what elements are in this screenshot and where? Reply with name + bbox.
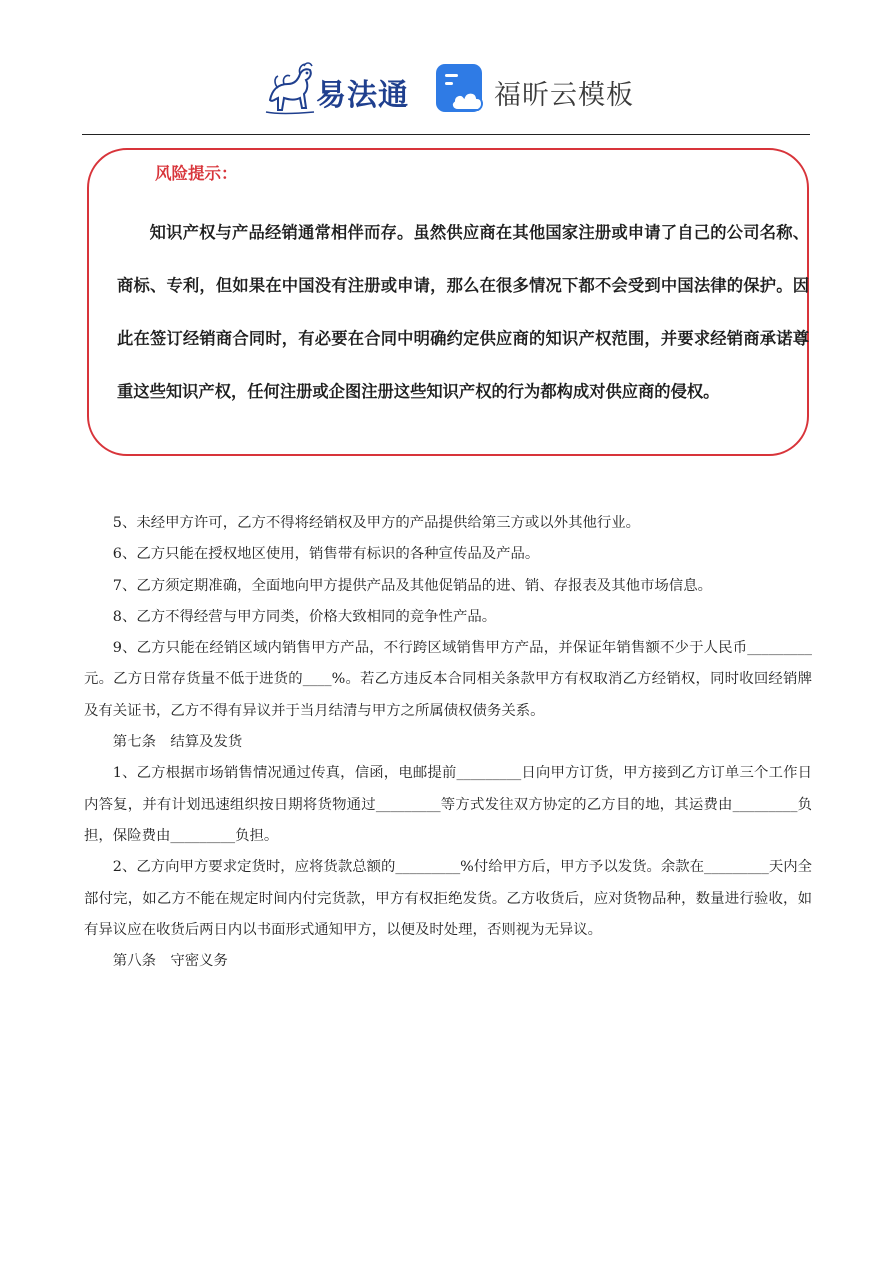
risk-notice-body: 知识产权与产品经销通常相伴而存。虽然供应商在其他国家注册或申请了自己的公司名称、商标、专利，但如果在中国没有注册或申请，那么在很多情况下都不会受到中国法律的保护。因此在签订经销商合同时，有必要在合同中明确约定供应商的知识产权范围，并要求经销商承诺尊重这些知识产权，任何注册或企图注册这些知识产权的行为都构成对供应商的侵权。 <box>117 223 809 401</box>
clause-5: 5、未经甲方许可，乙方不得将经销权及甲方的产品提供给第三方或以外其他行业。 <box>112 515 641 531</box>
clause-9: 9、乙方只能在经销区域内销售甲方产品，不行跨区域销售甲方产品，并保证年销售额不少于人民币_________元。乙方日常存货量不低于进货的____%。若乙方违反本合同相关条款甲方有权取消乙方经销权，同时收回经销牌及有关证书，乙方不得有异议并于当月结清与甲方之所属债权债务关系。 <box>84 640 812 719</box>
article-7-clause-1: 1、乙方根据市场销售情况通过传真，信函，电邮提前_________日向甲方订货，甲方接到乙方订单三个工作日内答复，并有计划迅速组织按日期将货物通过_________等方式发往双方协定的乙方目的地，其运费由_________负担，保险费由_________负担。 <box>84 765 812 844</box>
yifatong-logo-text: 易法通 <box>316 78 409 113</box>
article-7-heading: 第七条 结算及发货 <box>112 734 243 751</box>
article-8-heading: 第八条 守密义务 <box>112 953 228 970</box>
contract-body <box>84 508 812 977</box>
yifatong-logo <box>262 60 414 118</box>
clause-8: 8、乙方不得经营与甲方同类，价格大致相同的竞争性产品。 <box>112 608 497 625</box>
fuxin-logo-text: 福昕云模板 <box>494 80 634 111</box>
cloud-document-icon <box>436 64 488 116</box>
risk-notice-box <box>87 148 809 456</box>
clause-6: 6、乙方只能在授权地区使用，销售带有标识的各种宣传品及产品。 <box>112 546 540 563</box>
fuxin-logo <box>436 64 636 118</box>
page-header <box>0 0 893 136</box>
header-divider <box>82 134 810 135</box>
article-7-clause-2: 2、乙方向甲方要求定货时，应将货款总额的_________%付给甲方后，甲方予以发货。余款在_________天内全部付完，如乙方不能在规定时间内付完货款，甲方有权拒绝发货。乙方收货后，应对货物品种，数量进行验收，如有异议应在收货后两日内以书面形式通知甲方，以便及时处理，否则视为无异议。 <box>84 859 812 938</box>
risk-notice-title: 风险提示： <box>155 164 238 183</box>
qilin-mascot-icon <box>262 60 318 118</box>
clause-7: 7、乙方须定期准确，全面地向甲方提供产品及其他促销品的进、销、存报表及其他市场信息。 <box>112 577 712 594</box>
